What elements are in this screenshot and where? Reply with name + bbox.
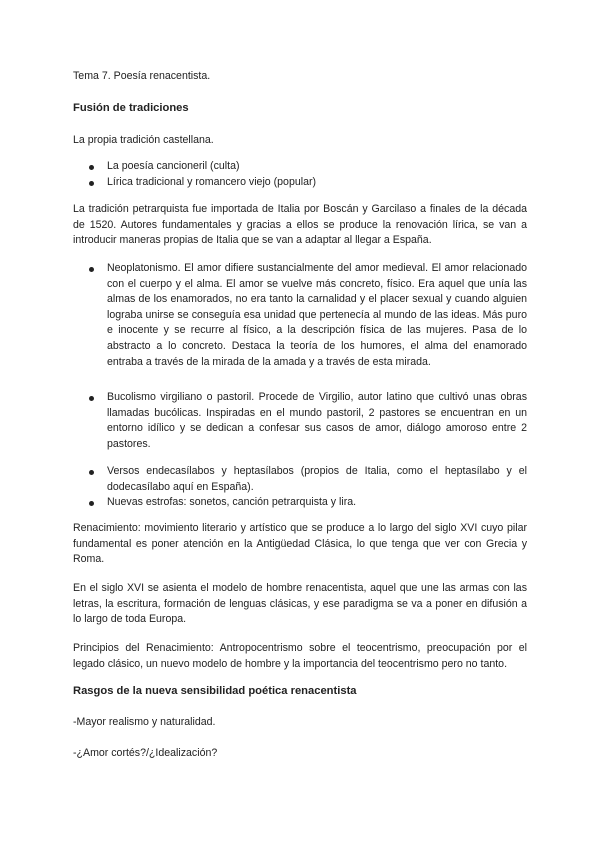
renacimiento-paragraph: Renacimiento: movimiento literario y artístico que se produce a lo largo del siglo XVI cuyo pilar fundamental es poner atención en la Antigüedad Clásica, lo que tenga que ver con Grecia y Roma.: [73, 522, 527, 566]
list-item-text: Bucolismo virgiliano o pastoril. Procede de Virgilio, autor latino que cultivó unas obras llamadas bucólicas. Inspiradas en el mundo pastoril, 2 pastores se encuentran en un entorno idílico y se dedican a confesar sus casos de amor, diálogo amoroso entre 2 pastores.: [107, 391, 527, 450]
list-item-text: La poesía cancioneril (culta): [107, 160, 240, 172]
bullet-icon: [89, 165, 94, 170]
bullet-icon: [89, 470, 94, 475]
rasgo-amor-cortes: -¿Amor cortés?/¿Idealización?: [73, 747, 218, 759]
intro-paragraph: La propia tradición castellana.: [73, 134, 214, 146]
list-item-text: Neoplatonismo. El amor difiere sustancialmente del amor medieval. El amor relacionado con el cuerpo y el alma. El amor se vuelve más concreto, físico. Era aquel que unía las almas de los enamorados, no era tanto la carnalidad y el placer sexual y cuando alguien lograba unirse se conseguía esa unidad que pertenecía al mundo de las ideas. Más puro e inocente y se recurre al físico, a la descripción física de las mujeres. Pasa de lo abstracto a lo concreto. Destaca la teoría de los humores, el alma del enamorado entraba a través de la mirada de la amada y a través de esta mirada.: [107, 262, 527, 368]
features-list: [73, 261, 527, 370]
rasgo-realismo: -Mayor realismo y naturalidad.: [73, 716, 216, 728]
list-item: [73, 175, 527, 191]
siglo-xvi-paragraph: En el siglo XVI se asienta el modelo de hombre renacentista, aquel que une las armas con las letras, la escritura, formación de lenguas clásicas, y ese paradigma se va a poner en difusión a lo largo de toda Europa.: [73, 582, 527, 626]
list-item-text: Versos endecasílabos y heptasílabos (propios de Italia, como el heptasílabo y el dodecasílabo aquí en España).: [107, 465, 527, 493]
list-item-text: Lírica tradicional y romancero viejo (popular): [107, 175, 317, 188]
bullet-icon: [89, 181, 94, 186]
bullet-icon: [89, 396, 94, 401]
heading-rasgos: Rasgos de la nueva sensibilidad poética renacentista: [73, 685, 357, 697]
list-item: [73, 261, 527, 370]
list-item-text: Nuevas estrofas: sonetos, canción petrarquista y lira.: [107, 496, 357, 509]
list-item: [73, 495, 527, 511]
heading-fusion-tradiciones: Fusión de tradiciones: [73, 102, 189, 114]
list-item: [73, 464, 527, 495]
features-list: [73, 464, 527, 511]
list-item: [73, 390, 527, 452]
bullet-icon: [89, 267, 94, 272]
bullet-icon: [89, 501, 94, 506]
doc-title: Tema 7. Poesía renacentista.: [73, 70, 211, 82]
castellana-list: [73, 159, 527, 190]
list-item: [73, 159, 527, 175]
features-list: [73, 390, 527, 452]
petrarquista-paragraph: La tradición petrarquista fue importada de Italia por Boscán y Garcilaso a finales de la década de 1520. Autores fundamentales y gracias a ellos se produce la renovación lírica, se van a introducir maneras propias de Italia que se van a adaptar al llegar a España.: [73, 203, 527, 247]
principios-paragraph: Principios del Renacimiento: Antropocentrismo sobre el teocentrismo, preocupación por el legado clásico, un nuevo modelo de hombre y la importancia del teocentrismo pero no tanto.: [73, 642, 527, 670]
